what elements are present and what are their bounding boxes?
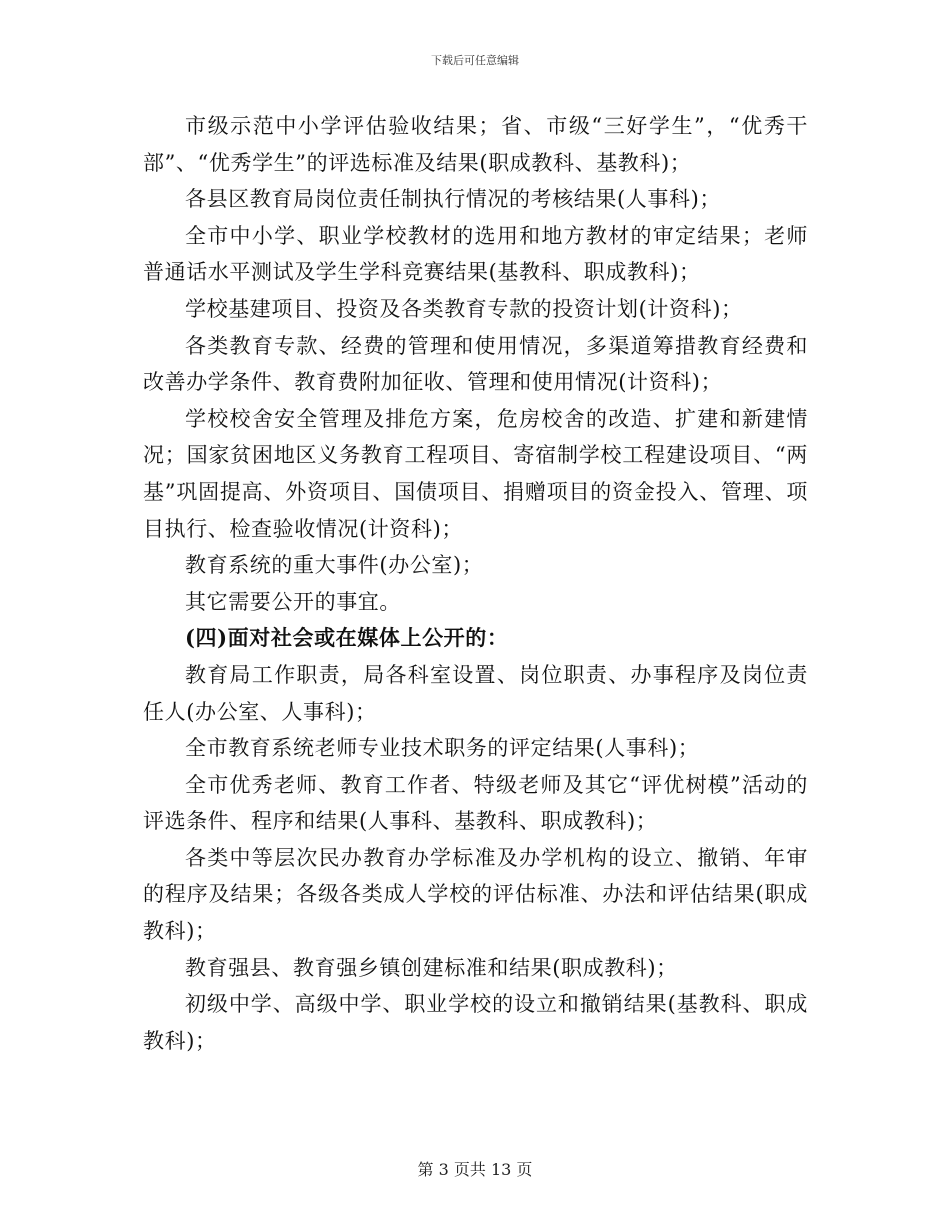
paragraph: 教育系统的重大事件(办公室)； [185, 553, 484, 578]
document-body [143, 108, 808, 1059]
paragraph: 其它需要公开的事宜。 [185, 589, 401, 614]
paragraph: 教育强县、教育强乡镇创建标准和结果(职成教科)； [185, 955, 678, 980]
paragraph: 各类中等层次民办教育办学标准及办学机构的设立、撤销、年审的程序及结果；各级各类成人学校的评估标准、办法和评估结果(职成教科)； [143, 845, 808, 944]
paragraph: 教育局工作职责，局各科室设置、岗位职责、办事程序及岗位责任人(办公室、人事科)； [143, 662, 808, 724]
page-header: 下载后可任意编辑 [431, 54, 519, 67]
paragraph: 学校基建项目、投资及各类教育专款的投资计划(计资科)； [185, 296, 743, 321]
paragraph: 全市中小学、职业学校教材的选用和地方教材的审定结果；老师普通话水平测试及学生学科竞赛结果(基教科、职成教科)； [143, 223, 808, 285]
paragraph: 学校校舍安全管理及排危方案，危房校舍的改造、扩建和新建情况；国家贫困地区义务教育工程项目、寄宿制学校工程建设项目、“两基”巩固提高、外资项目、国债项目、捐赠项目的资金投入、管理、项目执行、检查验收情况(计资科)； [143, 406, 808, 541]
paragraph: 初级中学、高级中学、职业学校的设立和撤销结果(基教科、职成教科)； [143, 992, 808, 1053]
paragraph: 各类教育专款、经费的管理和使用情况，多渠道筹措教育经费和改善办学条件、教育费附加征收、管理和使用情况(计资科)； [143, 333, 808, 395]
paragraph: 全市教育系统老师专业技术职务的评定结果(人事科)； [185, 736, 700, 761]
paragraph: 全市优秀老师、教育工作者、特级老师及其它“评优树模”活动的评选条件、程序和结果(人事科、基教科、职成教科)； [143, 772, 808, 834]
section-heading: (四)面对社会或在媒体上公开的： [185, 625, 509, 651]
paragraph: 各县区教育局岗位责任制执行情况的考核结果(人事科)； [185, 187, 721, 212]
page-footer: 第 3 页共 13 页 [417, 1160, 533, 1179]
paragraph: 市级示范中小学评估验收结果；省、市级“三好学生”，“优秀干部”、“优秀学生”的评选标准及结果(职成教科、基教科)； [143, 114, 808, 175]
